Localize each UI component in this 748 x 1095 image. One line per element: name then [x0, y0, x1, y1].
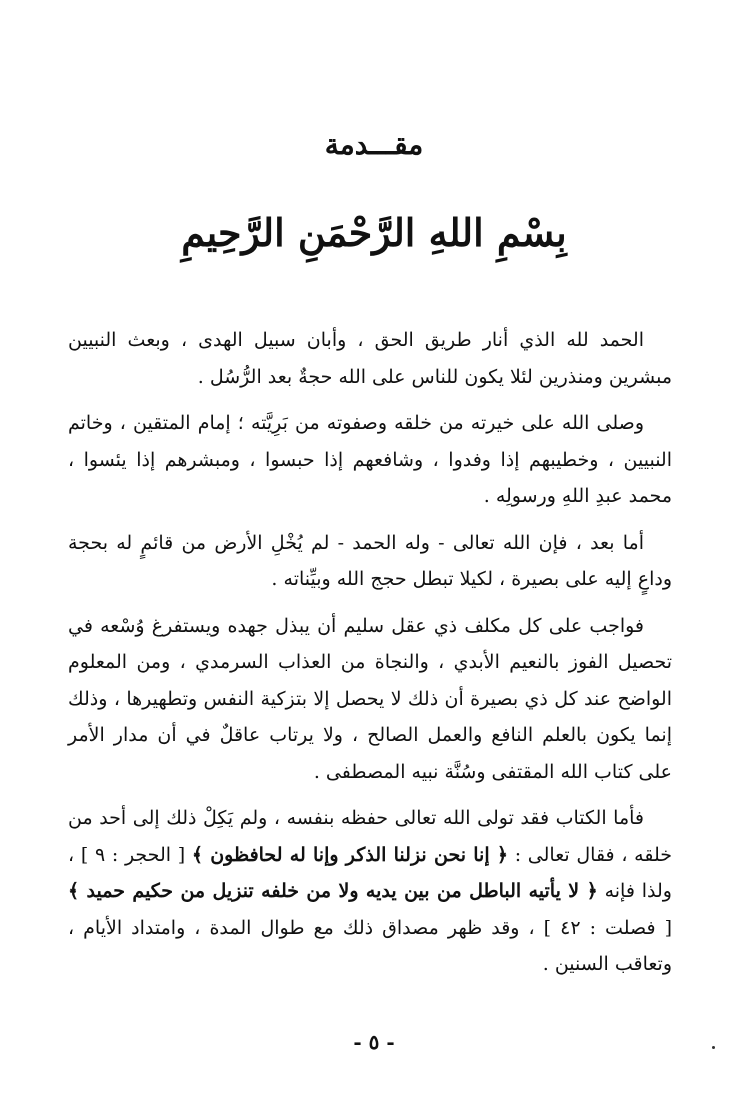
paragraph-book-part-1: فأما الكتاب فقد تولى الله تعالى حفظه بنفسه ، ولم يَكِلْ ذلك إلى أحد من خلقه ، فقال تعالى : — [68, 807, 672, 866]
paragraph-obligation: فواجب على كل مكلف ذي عقل سليم أن يبذل جهده ويستفرغ وُسْعه في تحصيل الفوز بالنعيم الأبدي ، والنجاة من العذاب السرمدي ، ومن المعلوم الواضح عند كل ذي بصيرة أن ذلك لا يحصل إلا بتزكية النفس وتطهيرها ، وذلك إنما يكون بالعلم النافع والعمل الصالح ، ولا يرتاب عاقلٌ في أن مدار الأمر على كتاب الله المقتفى وسُنَّة نبيه المصطفى . — [68, 614, 672, 783]
paragraph-amma-bad: أما بعد ، فإن الله تعالى - وله الحمد - لم يُخْلِ الأرض من قائمٍ له بحجة وداعٍ إليه على بصيرة ، لكيلا تبطل حجج الله وبيِّناته . — [68, 531, 672, 590]
paragraph-salutation: وصلى الله على خيرته من خلقه وصفوته من بَرِيَّته ؛ إمام المتقين ، وخاتم النبيين ، وخطيبهم إذا وفدوا ، وشافعهم إذا حبسوا ، ومبشرهم إذا يئسوا ، محمد عبدِ اللهِ ورسولِه . — [68, 412, 672, 507]
quran-quote-fussilat: ﴿ لا يأتيه الباطل من بين يديه ولا من خلفه تنزيل من حكيم حميد ﴾ — [68, 880, 598, 902]
paragraph-praise: الحمد لله الذي أنار طريق الحق ، وأبان سبيل الهدى ، وبعث النبيين مبشرين ومنذرين لئلا يكون للناس على الله حجةٌ بعد الرُّسُل . — [68, 329, 672, 388]
body-text — [68, 322, 672, 993]
paragraph-book — [68, 800, 672, 983]
page-heading: مقـــدمة — [324, 128, 424, 161]
paragraph-book-part-3: [ فصلت : ٤٢ ] ، وقد ظهر مصداق ذلك مع طوال المدة ، وامتداد الأيام ، وتعاقب السنين . — [68, 916, 672, 975]
page-number: - ٥ - — [353, 1030, 395, 1054]
quran-quote-hijr: ﴿ إنا نحن نزلنا الذكر وإنا له لحافظون ﴾ — [191, 843, 509, 866]
paragraph-book-part-2: [ الحجر : ٩ ] ، ولذا فإنه — [68, 843, 672, 902]
scan-speck — [712, 1046, 715, 1049]
basmala-title: بِسْمِ اللهِ الرَّحْمَنِ الرَّحِيمِ — [181, 210, 567, 255]
